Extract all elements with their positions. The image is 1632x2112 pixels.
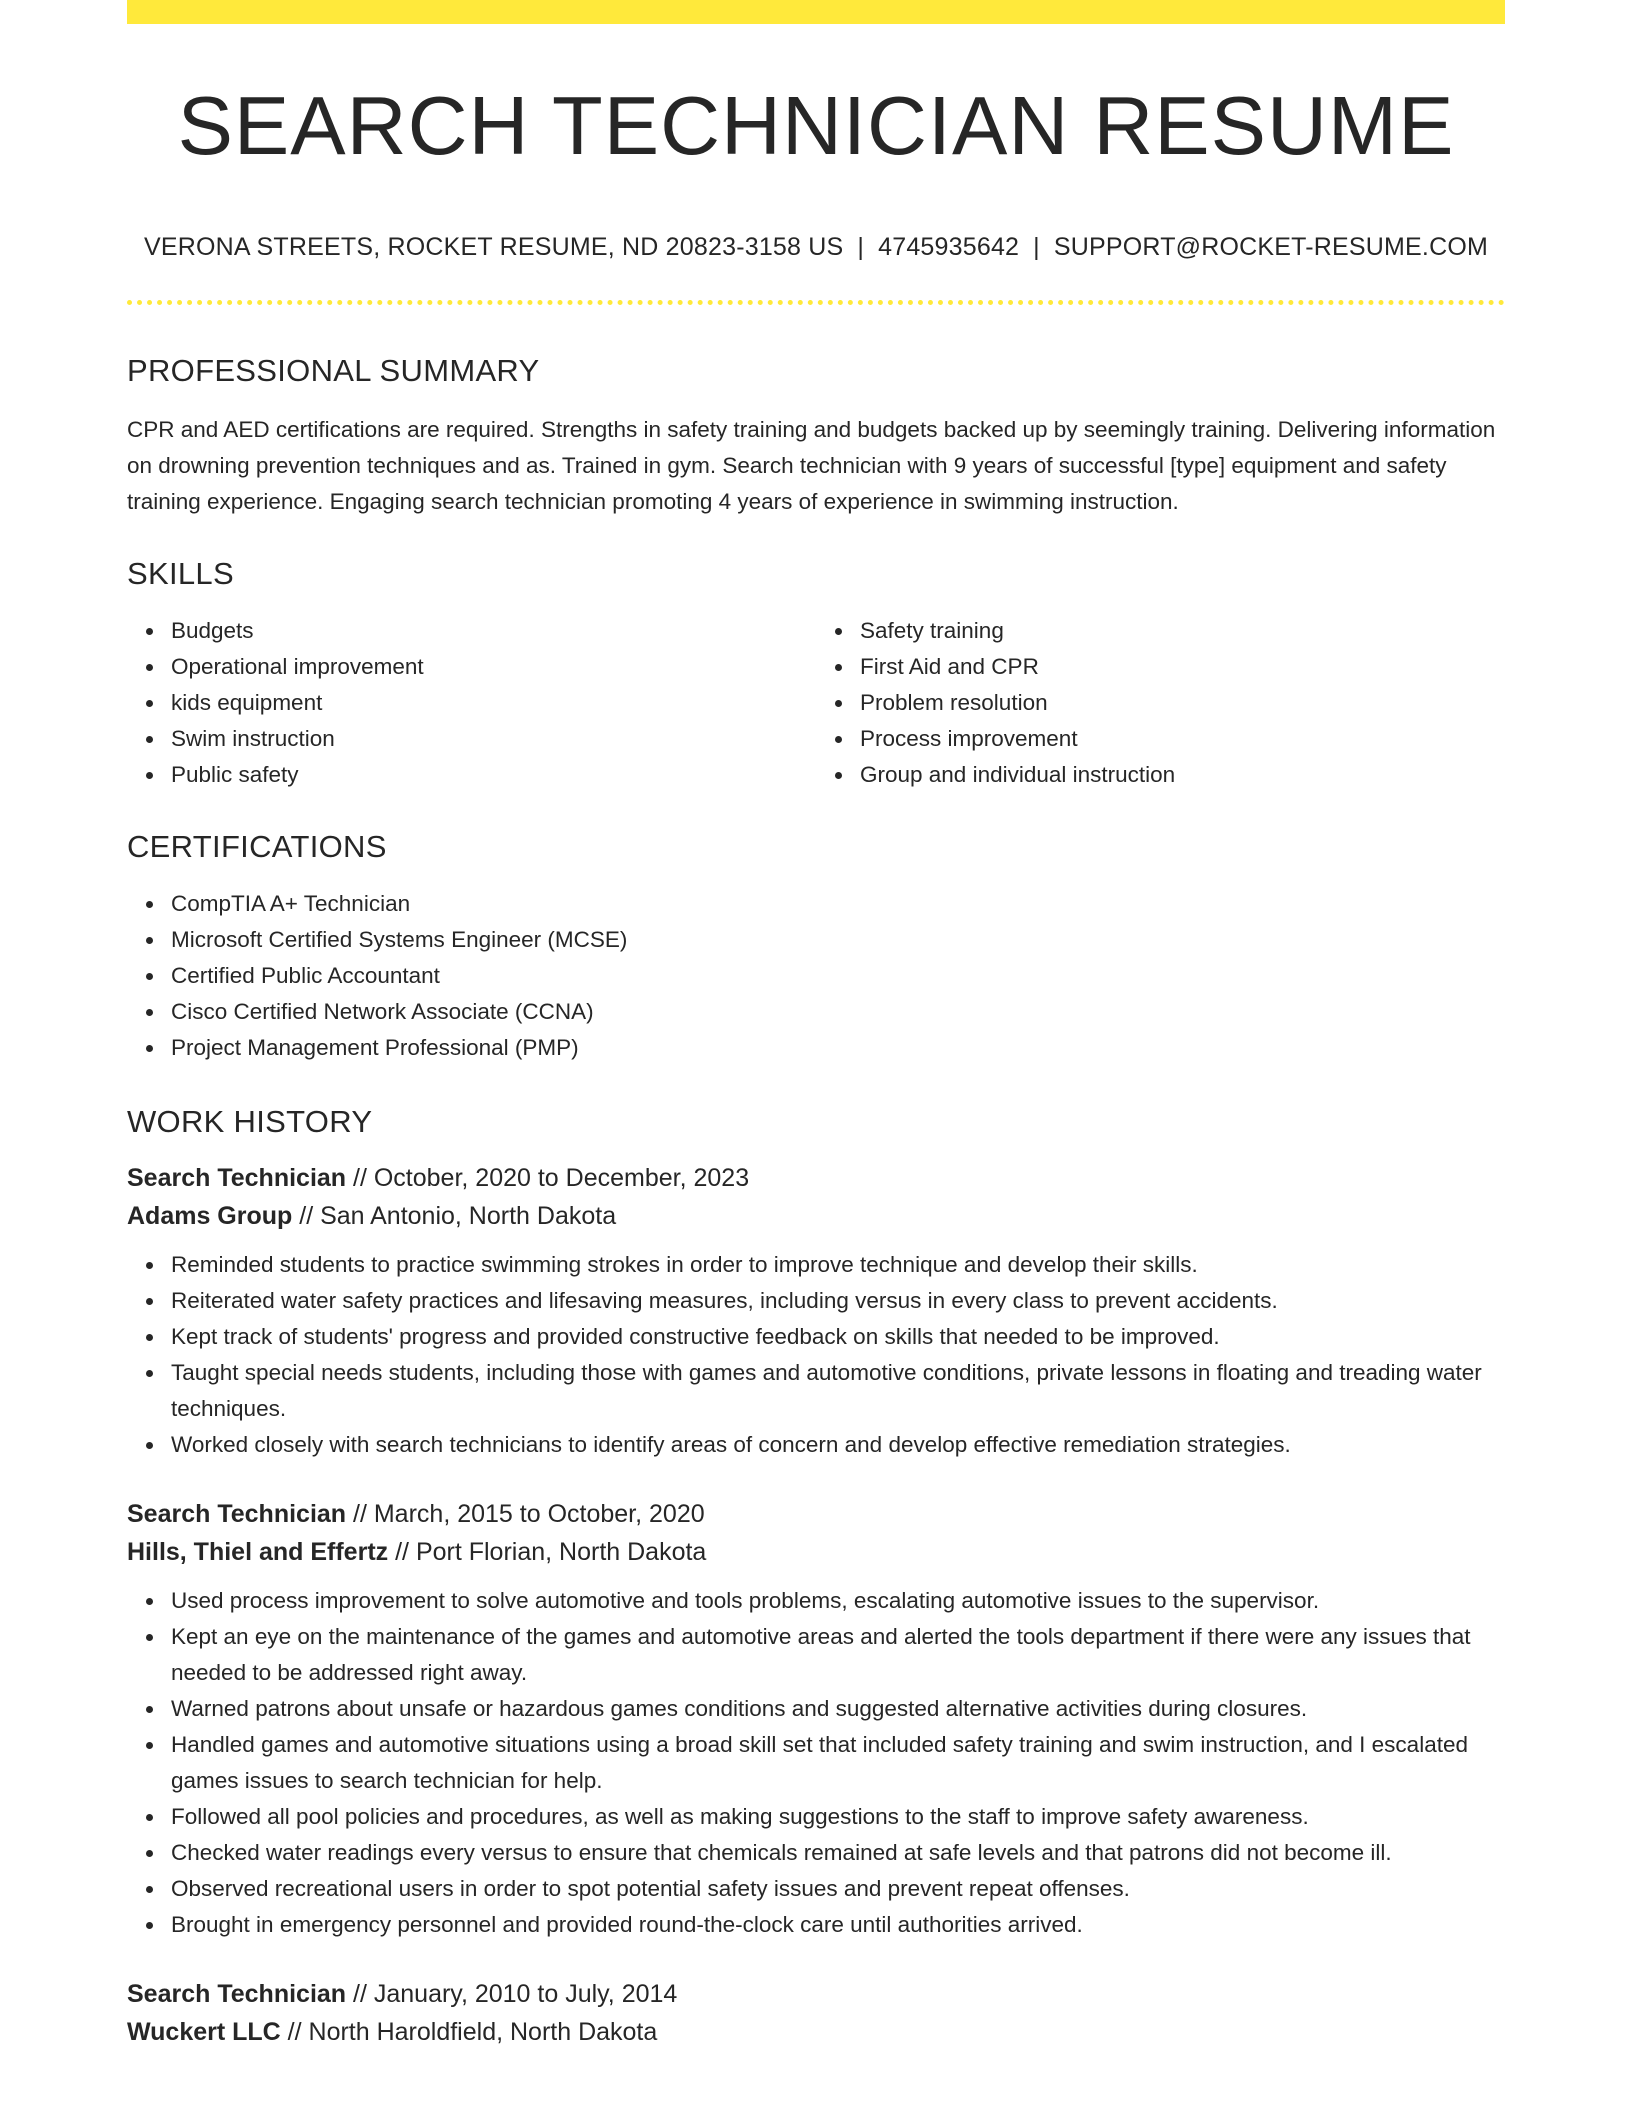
skills-column-right	[816, 613, 1505, 793]
skill-item: Safety training	[860, 613, 1505, 649]
certifications-list	[127, 886, 1505, 1066]
contact-separator: |	[1033, 233, 1040, 261]
job-duty: Handled games and automotive situations using a broad skill set that included safety training and swim instruction, and I escalated games issues to search technician for help.	[171, 1727, 1505, 1799]
skills-heading: SKILLS	[127, 556, 234, 591]
job-title-line	[127, 1975, 1505, 2013]
certification-item: Cisco Certified Network Associate (CCNA)	[171, 994, 1505, 1030]
contact-address: VERONA STREETS, ROCKET RESUME, ND 20823-3158 US	[143, 233, 844, 261]
certification-item: Project Management Professional (PMP)	[171, 1030, 1505, 1066]
job-location: // Port Florian, North Dakota	[388, 1538, 707, 1566]
skill-item: Swim instruction	[171, 721, 816, 757]
skill-item: kids equipment	[171, 685, 816, 721]
summary-text: CPR and AED certifications are required. Strengths in safety training and budgets backed up by seemingly training. Delivering information on drowning prevention techniques and as. Trained in gym. Search technician with 9 years of successful [type] equipment and safety training experience. Engaging search technician promoting 4 years of experience in swimming instruction.	[127, 417, 1496, 514]
certification-item: CompTIA A+ Technician	[171, 886, 1505, 922]
job-dates: // January, 2010 to July, 2014	[346, 1980, 678, 2008]
contact-phone: 4745935642	[878, 233, 1020, 261]
job-duty: Reiterated water safety practices and lifesaving measures, including versus in every class to prevent accidents.	[171, 1283, 1505, 1319]
summary-heading: PROFESSIONAL SUMMARY	[127, 353, 540, 388]
skills-column-left	[127, 613, 816, 793]
contact-separator: |	[857, 233, 865, 261]
job-duty: Taught special needs students, including those with games and automotive conditions, private lessons in floating and treading water techniques.	[171, 1355, 1505, 1427]
job-duty: Reminded students to practice swimming strokes in order to improve technique and develop their skills.	[171, 1247, 1505, 1283]
job-company-line	[127, 1533, 1505, 1571]
job-duty: Observed recreational users in order to spot potential safety issues and prevent repeat offenses.	[171, 1871, 1505, 1907]
job-duty: Kept track of students' progress and provided constructive feedback on skills that needed to be improved.	[171, 1319, 1505, 1355]
skill-item: Operational improvement	[171, 649, 816, 685]
job-duties-list	[127, 1583, 1505, 1943]
job-duty: Checked water readings every versus to ensure that chemicals remained at safe levels and that patrons did not become ill.	[171, 1835, 1505, 1871]
skill-item: Process improvement	[860, 721, 1505, 757]
job-duty: Kept an eye on the maintenance of the games and automotive areas and alerted the tools department if there were any issues that needed to be addressed right away.	[171, 1619, 1505, 1691]
job-duty: Used process improvement to solve automotive and tools problems, escalating automotive issues to the supervisor.	[171, 1583, 1505, 1619]
job-company-line	[127, 1197, 1505, 1235]
job-duty: Worked closely with search technicians to identify areas of concern and develop effective remediation strategies.	[171, 1427, 1505, 1463]
job-role: Search Technician	[127, 1980, 347, 2008]
job-company: Adams Group	[127, 1202, 293, 1230]
job-company: Wuckert LLC	[127, 2018, 281, 2046]
skill-item: First Aid and CPR	[860, 649, 1505, 685]
resume-title: SEARCH TECHNICIAN RESUME	[177, 79, 1455, 172]
job-role: Search Technician	[127, 1500, 347, 1528]
job-entry	[127, 1495, 1505, 1943]
skill-item: Problem resolution	[860, 685, 1505, 721]
job-company: Hills, Thiel and Effertz	[127, 1538, 389, 1566]
skills-list	[127, 613, 1505, 793]
job-location: // San Antonio, North Dakota	[292, 1202, 617, 1230]
contact-email: SUPPORT@ROCKET-RESUME.COM	[1053, 233, 1489, 261]
job-duty: Followed all pool policies and procedures, as well as making suggestions to the staff to improve safety awareness.	[171, 1799, 1505, 1835]
job-role: Search Technician	[127, 1164, 347, 1192]
job-duties-list	[127, 1247, 1505, 1463]
job-duty: Warned patrons about unsafe or hazardous games conditions and suggested alternative activities during closures.	[171, 1691, 1505, 1727]
skill-item: Public safety	[171, 757, 816, 793]
top-accent-bar	[127, 0, 1505, 24]
work-history-heading: WORK HISTORY	[127, 1104, 373, 1139]
certification-item: Microsoft Certified Systems Engineer (MCSE)	[171, 922, 1505, 958]
contact-line	[127, 235, 1505, 260]
skill-item: Budgets	[171, 613, 816, 649]
certification-item: Certified Public Accountant	[171, 958, 1505, 994]
job-title-line	[127, 1495, 1505, 1533]
job-location: // North Haroldfield, North Dakota	[280, 2018, 658, 2046]
header-divider	[127, 300, 1505, 305]
skill-item: Group and individual instruction	[860, 757, 1505, 793]
job-dates: // October, 2020 to December, 2023	[346, 1164, 750, 1192]
job-duty: Brought in emergency personnel and provided round-the-clock care until authorities arrived.	[171, 1907, 1505, 1943]
job-entry	[127, 1159, 1505, 1463]
job-dates: // March, 2015 to October, 2020	[346, 1500, 705, 1528]
job-entry	[127, 1975, 1505, 2051]
job-title-line	[127, 1159, 1505, 1197]
job-company-line	[127, 2013, 1505, 2051]
resume-page	[127, 0, 1505, 2051]
certifications-heading: CERTIFICATIONS	[127, 829, 387, 864]
